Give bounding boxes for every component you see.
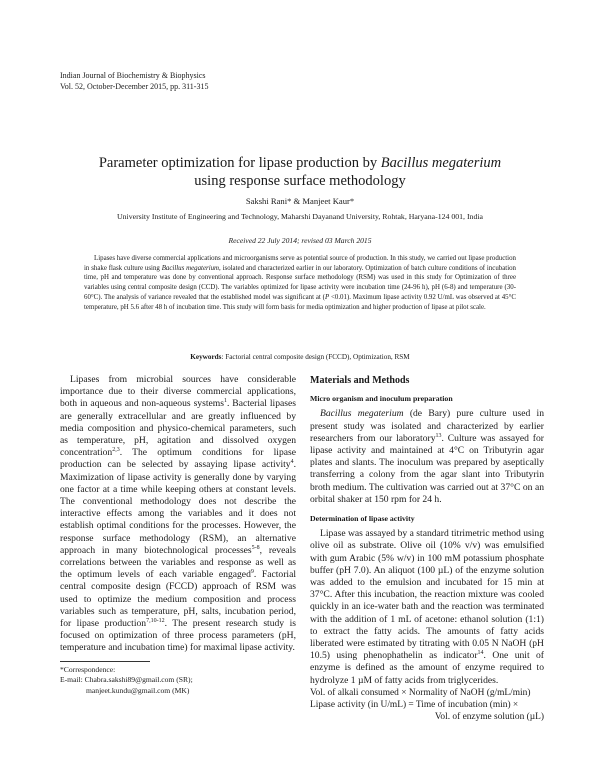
- journal-header: [60, 70, 208, 92]
- assay-paragraph: Lipase was assayed by a standard titrimetric method using olive oil as substrate. Olive oil (10% v/v) was emulsified with gum Arabic (5% w/v) in 100 mM potassium phosphate buffer (pH 7.0). An aliquot (100 µL) of the enzyme solution was added to the emulsion and incubated for 15 min at 37°C. After this incubation, the reaction mixture was cooled quickly in an ice-water bath and the reaction was terminated with the addition of 1 mL of acetone: ethanol solution (1:1) to extract the fatty acids. The amounts of fatty acids liberated were estimated by titrating with 0.05 N NaOH (pH 10.5) using phenophathelin as indicator$^{14}$. One unit of enzyme is defined as the amount of enzyme required to hydrolyze 1 µM of fatty acids from triglycerides.: [310, 528, 544, 686]
- title-line2: using response surface methodology: [194, 173, 406, 189]
- abstract-p-symbol: P: [324, 293, 330, 301]
- footnote-email-2[interactable]: manjeet.kundu@gmail.com (MK): [86, 685, 190, 695]
- footnote-email-1[interactable]: E-mail: Chabra.sakshi89@gmail.com (SR);: [60, 675, 193, 685]
- abstract-text-3: <0.01). Maximum lipase activity 0.92 U/mL was observed at 45°C temperature, pH 5.6 after 48 h of incubation time. This study will form basis for media optimization and higher production of lipase at pilot scale.: [84, 293, 516, 311]
- authors: Sakshi Rani* & Manjeet Kaur*: [245, 196, 355, 206]
- right-column: [310, 374, 544, 723]
- journal-issue: Vol. 52, October-December 2015, pp. 311-315: [60, 82, 209, 91]
- footnote-label: *Correspondence:: [60, 664, 116, 674]
- footnote-rule: [60, 661, 150, 662]
- abstract-species: Bacillus megaterium: [161, 264, 220, 272]
- equation-numerator: Vol. of alkali consumed × Normality of NaOH (g/mL/min): [310, 687, 531, 698]
- subsection-heading-1: Micro organism and inoculum preparation: [310, 394, 453, 404]
- title-text: Parameter optimization for lipase production by: [98, 155, 381, 171]
- keywords-label: Keywords: [190, 353, 222, 361]
- section-heading: Materials and Methods: [310, 375, 410, 386]
- left-column: [60, 374, 296, 696]
- equation-middle: Lipase activity (in U/mL) = Time of incubation (min) ×: [310, 699, 519, 710]
- abstract-text-1: Lipases have diverse commercial applications and microorganisms serve as potential source of production. In this study, we carried out lipase production in shake flask culture using: [84, 255, 516, 272]
- article-title: [60, 154, 540, 190]
- intro-paragraph: Lipases from microbial sources have considerable importance due to their diverse commercial applications, both in aqueous and non-aqueous systems$^1$. Bacterial lipases are generally extracellular and are greatly influenced by media composition and physico-chemical parameters, such as temperature, pH, agitation and dissolved oxygen concentration$^{2,3}$. The optimum conditions for lipase production can be selected by assaying lipase activity$^4$. Maximization of lipase activity is generally done by varying one factor at a time while keeping others at constant levels. The conventional methodology does not describe the interactive effects among the variables and it does not establish optimal conditions for the processes. However, the response surface methodology (RSM), an alternative approach in many biotechnological processes$^{5-8}$, reveals correlations between the variables and response as well as the optimum levels of each variable engaged$^9$. Factorial central composite design (FCCD) approach of RSM was used to optimize the medium composition and process variables such as temperature, pH, salts, incubation period, for lipase production$^{7,10-12}$. The present research study is focused on optimization of three process parameters (pH, temperature and incubation time) for maximal lipase activity.: [60, 374, 296, 654]
- abstract-text-2: , isolated and characterized earlier in our laboratory. Optimization of batch culture conditions of incubation time, pH and temperature was done by conventional approach. Response surface methodology (RSM) was used in this study for Optimization of three variables using central composite design (CCD). The variables optimized for lipase activity were incubation time (24-96 h), pH (6-8) and temperature (30-60°C). The analysis of variance revealed that the established model was significant at (: [84, 264, 517, 301]
- affiliation: University Institute of Engineering and Technology, Maharshi Dayanand University, Rohtak, Haryana-124 001, India: [117, 212, 483, 221]
- abstract: [84, 254, 516, 312]
- journal-name: Indian Journal of Biochemistry & Biophysics: [60, 71, 206, 80]
- received-dates: Received 22 July 2014; revised 03 March 2015: [228, 236, 372, 245]
- lipase-activity-equation: [310, 687, 544, 723]
- title-species: Bacillus megaterium: [380, 155, 502, 171]
- microorganism-paragraph: Bacillus megaterium (de Bary) pure culture used in present study was isolated and characterized by earlier researchers from our laboratory$^{13}$. Culture was assayed for lipase activity and maintained at 4°C on Tributyrin agar plates and slants. The inoculum was prepared by aseptically transferring a colony from the agar slant into Tributyrin broth medium. The cultivation was carried out at 37°C on an orbital shaker at 150 rpm for 24 h.: [310, 408, 544, 505]
- equation-denominator: Vol. of enzyme solution (µL): [434, 711, 544, 722]
- keywords: [84, 353, 516, 361]
- footnote: [60, 665, 296, 697]
- subsection-heading-2: Determination of lipase activity: [310, 514, 415, 524]
- keywords-text: : Factorial central composite design (FCCD), Optimization, RSM: [221, 353, 410, 361]
